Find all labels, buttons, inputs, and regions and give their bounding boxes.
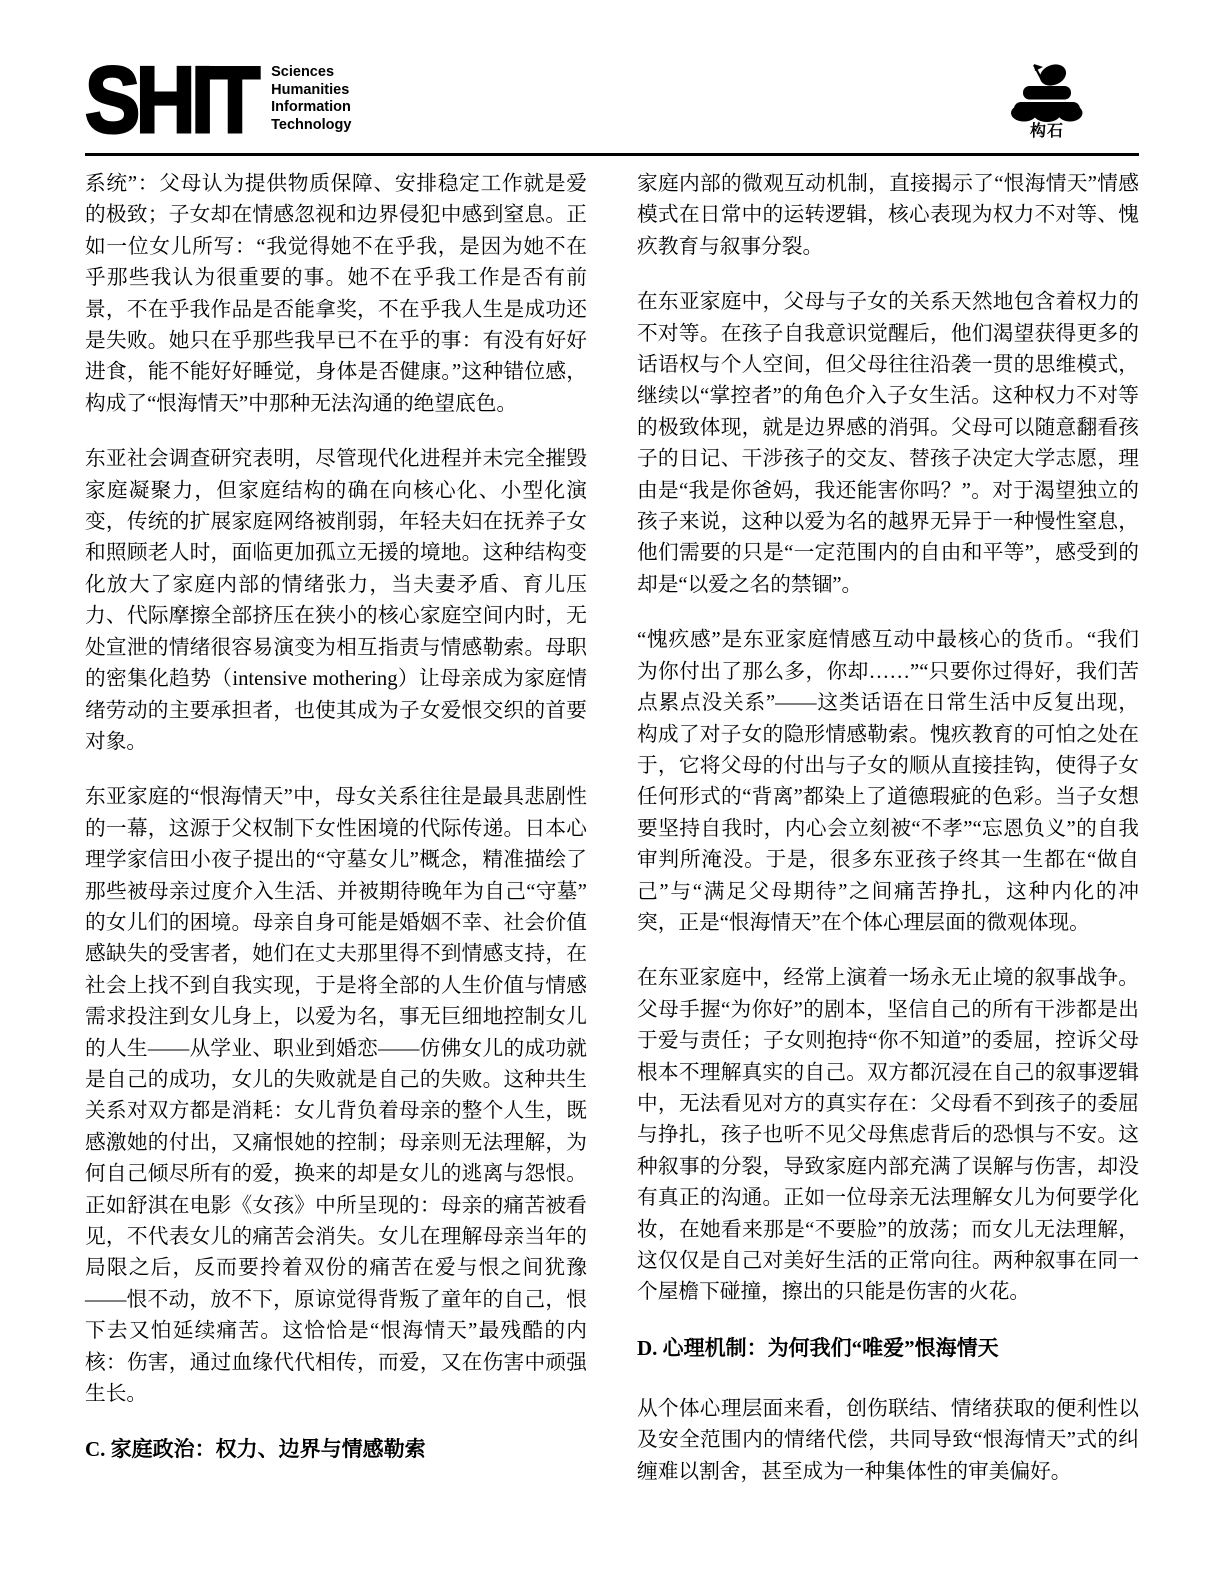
paragraph: 系统”：父母认为提供物质保障、安排稳定工作就是爱的极致；子女却在情感忽视和边界侵犯中感到窒息。正如一位女儿所写：“我觉得她不在乎我，是因为她不在乎那些我认为很重要的事。她不在乎我工作是否有前景，不在乎我作品是否能拿奖，不在乎我人生是成功还是失败。她只在乎那些我早已不在乎的事：有没有好好进食，能不能好好睡觉，身体是否健康。”这种错位感，构成了“恨海情天”中那种无法沟通的绝望底色。 [85, 173, 587, 415]
brand-logotype: SHIT [85, 47, 256, 152]
paragraph: 从个体心理层面来看，创伤联结、情绪获取的便利性以及安全范围内的情绪代偿，共同导致“恨海情天”式的纠缠难以割舍，甚至成为一种集体性的审美偏好。 [637, 1397, 1139, 1483]
paragraph: 在东亚家庭中，经常上演着一场永无止境的叙事战争。父母手握“为你好”的剧本，坚信自己的所有干涉都是出于爱与责任；子女则抱持“你不知道”的委屈，控诉父母根本不理解真实的自己。双方都沉浸在自己的叙事逻辑中，无法看见对方的真实存在：父母看不到孩子的委屈与挣扎，孩子也听不见父母焦虑背后的恐惧与不安。这种叙事的分裂，导致家庭内部充满了误解与伤害，却没有真正的沟通。正如一位母亲无法理解女儿为何要学化妆，在她看来那是“不要脸”的放荡；而女儿无法理解，这仅仅是自己对美好生活的正常向往。两种叙事在同一个屋檐下碰撞，擦出的只能是伤害的火花。 [637, 967, 1139, 1304]
brand-word-sciences: Sciences [271, 64, 335, 80]
right-column [637, 169, 1139, 1512]
paragraph: “愧疚感”是东亚家庭情感互动中最核心的货币。“我们为你付出了那么多，你却……”“只要你过得好，我们苦点累点没关系”——这类话语在日常生活中反复出现，构成了对子女的隐形情感勒索。愧疚教育的可怕之处在于，它将父母的付出与子女的顺从直接挂钩，使得子女任何形式的“背离”都染上了道德瑕疵的色彩。当子女想要坚持自我时，内心会立刻被“不孝”“忘恩负义”的自我审判所淹没。于是，很多东亚孩子终其一生都在“做自己”与“满足父母期待”之间痛苦挣扎，这种内化的冲突，正是“恨海情天”在个体心理层面的微观体现。 [637, 629, 1139, 934]
section-heading-d: D. 心理机制：为何我们“唯爱”恨海情天 [637, 1335, 999, 1360]
article-body [85, 169, 1139, 1512]
publisher-logo [1005, 62, 1089, 141]
section-heading-c: C. 家庭政治：权力、边界与情感勒索 [85, 1437, 426, 1462]
paragraph: 在东亚家庭中，父母与子女的关系天然地包含着权力的不对等。在孩子自我意识觉醒后，他们渴望获得更多的话语权与个人空间，但父母往往沿袭一贯的思维模式，继续以“掌控者”的角色介入子女生活。这种权力不对等的极致体现，就是边界感的消弭。父母可以随意翻看孩子的日记、干涉孩子的交友、替孩子决定大学志愿，理由是“我是你爸妈，我还能害你吗？”。对于渴望独立的孩子来说，这种以爱为名的越界无异于一种慢性窒息，他们需要的只是“一定范围内的自由和平等”，感受到的却是“以爱之名的禁锢”。 [637, 291, 1139, 596]
left-column [85, 169, 587, 1512]
brand-word-technology: Technology [271, 117, 352, 134]
paragraph: 东亚家庭的“恨海情天”中，母女关系往往是最具悲剧性的一幕，这源于父权制下女性困境的代际传递。日本心理学家信田小夜子提出的“守墓女儿”概念，精准描绘了那些被母亲过度介入生活、并被期待晚年为自己“守墓”的女儿们的困境。母亲自身可能是婚姻不幸、社会价值感缺失的受害者，她们在丈夫那里得不到情感支持，在社会上找不到自我实现，于是将全部的人生价值与情感需求投注到女儿身上，以爱为名，事无巨细地控制女儿的人生——从学业、职业到婚恋——仿佛女儿的成功就是自己的成功，女儿的失败就是自己的失败。这种共生关系对双方都是消耗：女儿背负着母亲的整个人生，既感激她的付出，又痛恨她的控制；母亲则无法理解，为何自己倾尽所有的爱，换来的却是女儿的逃离与怨恨。正如舒淇在电影《女孩》中所呈现的：母亲的痛苦被看见，不代表女儿的痛苦会消失。女儿在理解母亲当年的局限之后，反而要拎着双份的痛苦在爱与恨之间犹豫——恨不动，放不下，原谅觉得背叛了童年的自己，恨下去又怕延续痛苦。这恰恰是“恨海情天”最残酷的内核：伤害，通过血缘代代相传，而爱，又在伤害中顽强生长。 [85, 786, 587, 1406]
brand-words [271, 58, 351, 135]
brand-word-information: Information [271, 99, 351, 116]
publisher-logo-caption: 构石 [1029, 123, 1064, 140]
stone-cairn-icon [1005, 62, 1089, 122]
paragraph: 家庭内部的微观互动机制，直接揭示了“恨海情天”情感模式在日常中的运转逻辑，核心表现为权力不对等、愧疚教育与叙事分裂。 [637, 173, 1139, 258]
paragraph: 东亚社会调查研究表明，尽管现代化进程并未完全摧毁家庭凝聚力，但家庭结构的确在向核心化、小型化演变，传统的扩展家庭网络被削弱，年轻夫妇在抚养子女和照顾老人时，面临更加孤立无援的境地。这种结构变化放大了家庭内部的情绪张力，当夫妻矛盾、育儿压力、代际摩擦全部挤压在狭小的核心家庭空间内时，无处宣泄的情绪很容易演变为相互指责与情感勒索。母职的密集化趋势（intensive mothering）让母亲成为家庭情绪劳动的主要承担者，也使其成为子女爱恨交织的首要对象。 [85, 448, 587, 753]
masthead [85, 47, 1139, 152]
brand-lockup [85, 47, 352, 152]
header-divider [85, 153, 1139, 156]
brand-word-humanities: Humanities [271, 81, 350, 98]
